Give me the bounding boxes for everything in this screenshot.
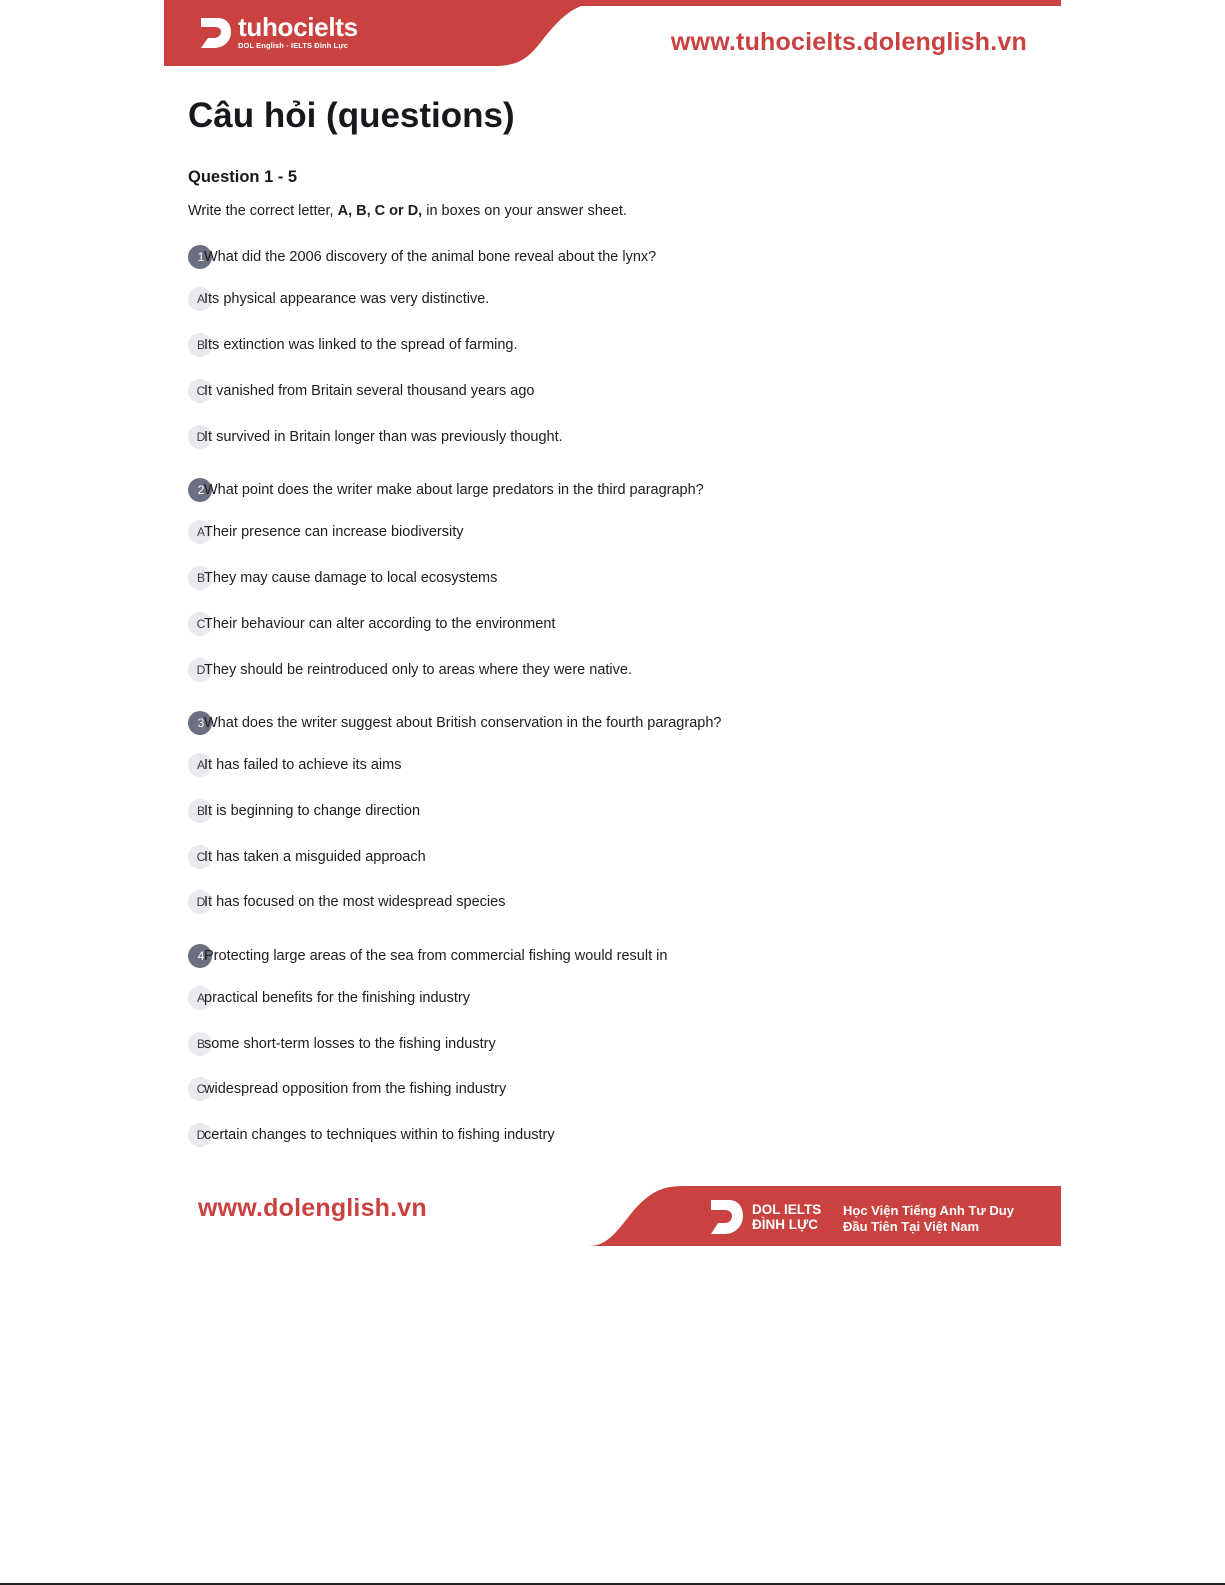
option-letter-badge[interactable]: A <box>188 520 212 544</box>
option-letter-badge[interactable]: C <box>188 845 212 869</box>
document-page <box>164 0 1061 1262</box>
question-number-badge: 2 <box>188 478 212 502</box>
option-letter-badge[interactable]: A <box>188 753 212 777</box>
header-website-link[interactable]: www.tuhocielts.dolenglish.vn <box>670 28 1027 56</box>
option-text: It has taken a misguided approach <box>204 849 426 865</box>
option-1a[interactable] <box>188 286 489 312</box>
option-3c[interactable] <box>188 844 426 870</box>
instruction-letters: A, B, C or D, <box>337 203 423 219</box>
option-letter-badge[interactable]: C <box>188 612 212 636</box>
footer-logo-mark-icon <box>708 1198 744 1236</box>
option-2c[interactable] <box>188 611 555 637</box>
footer-logo[interactable] <box>708 1198 821 1236</box>
page-title: Câu hỏi (questions) <box>188 96 515 135</box>
option-letter-badge[interactable]: B <box>188 566 212 590</box>
footer-website-link[interactable]: www.dolenglish.vn <box>198 1194 427 1222</box>
option-text: They should be reintroduced only to areas where they were native. <box>204 662 632 678</box>
option-letter-badge[interactable]: B <box>188 333 212 357</box>
option-text: certain changes to techniques within to fishing industry <box>204 1127 555 1143</box>
option-3a[interactable] <box>188 752 401 778</box>
option-text: It is beginning to change direction <box>204 803 421 819</box>
option-1c[interactable] <box>188 378 534 404</box>
header-logo[interactable] <box>198 14 358 51</box>
option-letter-badge[interactable]: C <box>188 1077 212 1101</box>
option-text: It has focused on the most widespread species <box>204 894 506 910</box>
option-1d[interactable] <box>188 424 563 450</box>
option-text: Its extinction was linked to the spread of farming. <box>204 337 518 353</box>
question-text: Protecting large areas of the sea from commercial fishing would result in <box>204 948 668 964</box>
option-text: It vanished from Britain several thousand years ago <box>204 383 535 399</box>
logo-subtitle: DOL English - IELTS Đình Lực <box>238 41 349 50</box>
footer-slogan-line-2: Đầu Tiên Tại Việt Nam <box>843 1219 980 1234</box>
option-letter-badge[interactable]: A <box>188 986 212 1010</box>
option-1b[interactable] <box>188 332 518 358</box>
question-text: What did the 2006 discovery of the animal bone reveal about the lynx? <box>204 249 657 265</box>
option-3b[interactable] <box>188 798 420 824</box>
option-4b[interactable] <box>188 1031 496 1057</box>
question-text: What point does the writer make about large predators in the third paragraph? <box>204 482 704 498</box>
option-letter-badge[interactable]: C <box>188 379 212 403</box>
option-2a[interactable] <box>188 519 464 545</box>
footer-slogan-line-1: Học Viện Tiếng Anh Tư Duy <box>843 1203 1014 1218</box>
option-letter-badge[interactable]: D <box>188 890 212 914</box>
option-letter-badge[interactable]: D <box>188 1123 212 1147</box>
option-4c[interactable] <box>188 1076 506 1102</box>
option-letter-badge[interactable]: B <box>188 799 212 823</box>
question-2 <box>188 477 704 503</box>
option-letter-badge[interactable]: A <box>188 287 212 311</box>
option-text: They may cause damage to local ecosystems <box>204 570 498 586</box>
question-number-badge: 4 <box>188 944 212 968</box>
option-text: Their behaviour can alter according to the environment <box>204 616 556 632</box>
option-letter-badge[interactable]: D <box>188 425 212 449</box>
option-text: It has failed to achieve its aims <box>204 757 402 773</box>
option-text: widespread opposition from the fishing industry <box>204 1081 507 1097</box>
footer-brand-line-1: DOL IELTS <box>752 1202 822 1217</box>
question-group-label: Question 1 - 5 <box>188 168 298 186</box>
option-text: Their presence can increase biodiversity <box>204 524 464 540</box>
question-text: What does the writer suggest about British conservation in the fourth paragraph? <box>204 715 722 731</box>
question-number-badge: 3 <box>188 711 212 735</box>
footer-brand-line-2: ĐÌNH LỰC <box>752 1217 818 1232</box>
option-letter-badge[interactable]: B <box>188 1032 212 1056</box>
option-4a[interactable] <box>188 985 470 1011</box>
option-3d[interactable] <box>188 889 505 915</box>
instruction-text <box>188 203 627 219</box>
question-3 <box>188 710 721 736</box>
option-text: practical benefits for the finishing industry <box>204 990 470 1006</box>
option-text: It survived in Britain longer than was previously thought. <box>204 429 563 445</box>
question-4 <box>188 943 667 969</box>
option-text: some short-term losses to the fishing industry <box>204 1036 496 1052</box>
option-text: Its physical appearance was very distinctive. <box>204 291 490 307</box>
instruction-prefix: Write the correct letter, <box>188 203 338 219</box>
option-4d[interactable] <box>188 1122 555 1148</box>
option-letter-badge[interactable]: D <box>188 658 212 682</box>
instruction-suffix: in boxes on your answer sheet. <box>422 203 627 219</box>
question-1 <box>188 244 656 270</box>
option-2b[interactable] <box>188 565 497 591</box>
option-2d[interactable] <box>188 657 632 683</box>
question-number-badge: 1 <box>188 245 212 269</box>
footer-slogan <box>843 1203 1014 1235</box>
logo-brand-name: tuhocielts <box>238 12 358 42</box>
logo-mark-icon <box>198 16 232 50</box>
